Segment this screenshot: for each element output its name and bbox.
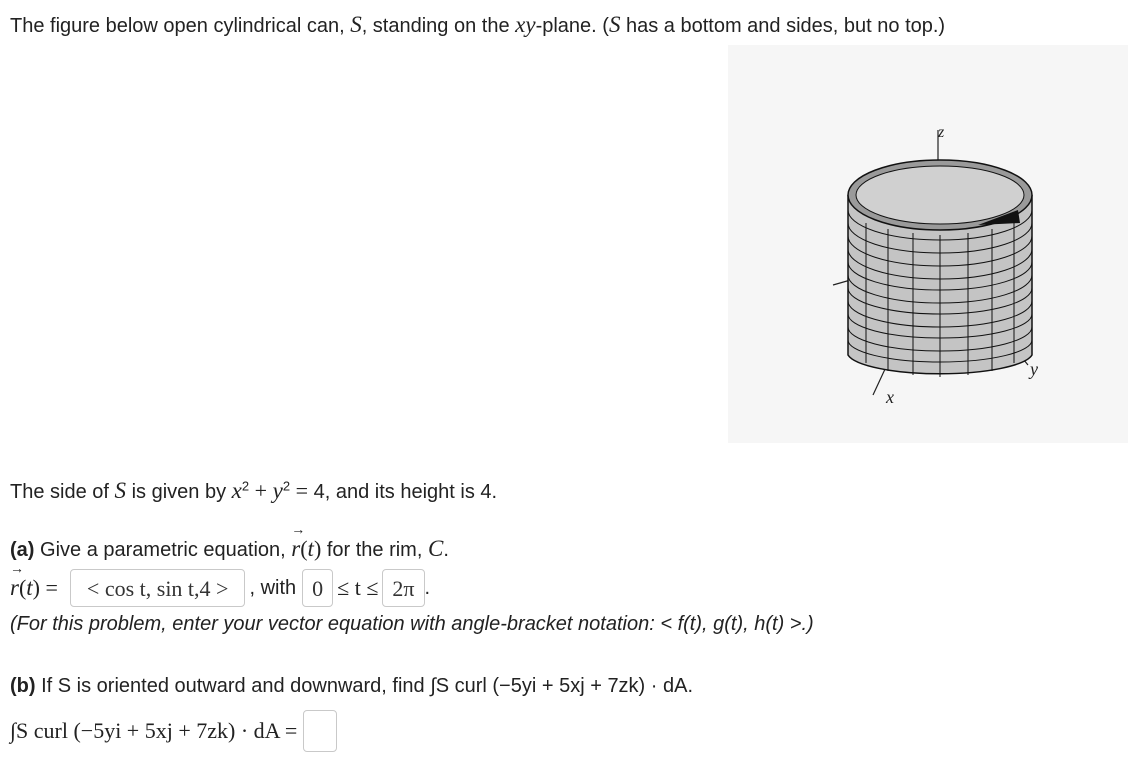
cylinder-interior xyxy=(856,166,1024,224)
side-description: The side of S is given by $x^2 + y^2 = 4$, and its height is 4. xyxy=(10,478,498,503)
r-lhs: → r(t) = xyxy=(10,575,58,601)
cylinder-figure xyxy=(728,45,1128,443)
part-a-answer-row xyxy=(10,569,430,607)
t-lower-input[interactable]: 0 xyxy=(302,569,333,607)
intro-text: The figure below open cylindrical can, S, standing on the xy-plane. (S has a bottom and sides, but no top.) xyxy=(10,12,946,37)
x-axis-label: x xyxy=(886,387,894,407)
part-a-label: (a) xyxy=(10,539,35,561)
t-range-middle: ≤ t ≤ xyxy=(337,575,379,600)
part-a-prompt: (a) Give a parametric equation, → r(t) for the rim, C. xyxy=(10,536,449,562)
row-end: . xyxy=(424,576,431,599)
z-axis-label: z xyxy=(938,124,945,141)
part-b-prompt-text: If S is oriented outward and downward, find ∫S curl (−5yi + 5xj + 7zk) · dA. xyxy=(41,675,694,697)
integral-answer-input[interactable] xyxy=(303,710,337,752)
part-b-prompt xyxy=(10,675,693,698)
integral-lhs: ∫S curl (−5yi + 5xj + 7zk) · dA = xyxy=(10,718,298,743)
part-b-label: (b) xyxy=(10,675,36,697)
t-upper-input[interactable]: 2π xyxy=(382,569,424,607)
part-a-note: (For this problem, enter your vector equation with angle-bracket notation: < f(t), g(t), h(t) >.) xyxy=(10,613,814,635)
with-label: , with xyxy=(249,576,297,599)
part-b-answer-row xyxy=(10,710,337,752)
vertical-grid xyxy=(866,223,1014,377)
y-axis-label: y xyxy=(1030,359,1038,379)
r-answer-input[interactable]: < cos t, sin t,4 > xyxy=(70,569,246,607)
cylinder-svg xyxy=(728,45,1128,443)
